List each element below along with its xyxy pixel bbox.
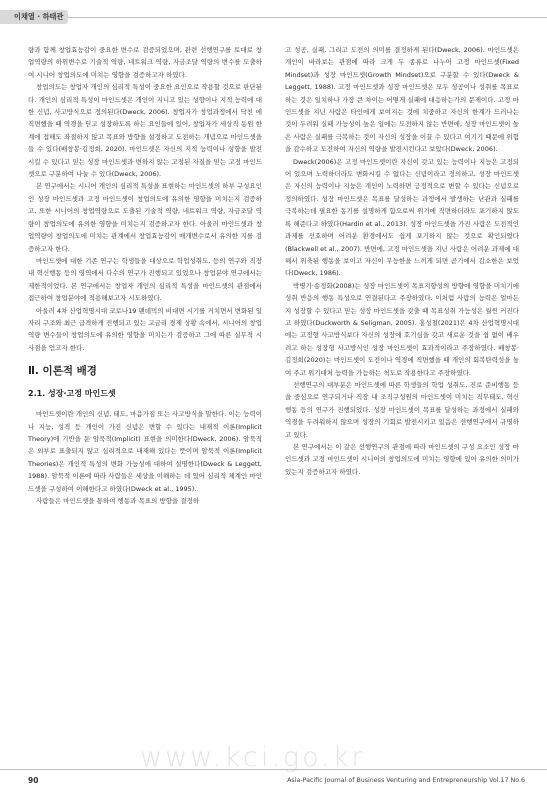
paragraph: 박병기·송정화(2008)는 성장 마인드셋이 목표지향성의 방향에 영향을 미치기에 성취 반응의 행동 특성으로 연결된다고 주장하였다. 이처럼 사람의 능력은 얼마든지 성장할 수 있다고 믿는 성장 마인드셋을 갖출 때 목표성취 가능성은 월씬 커진다고 하였다(Duckworth & Seligman, 2005). 홍성철(2021)은 4차 산업혁명시대에는 고정형 사고방식보다 자신의 성장에 호기심을 갖고 새로운 것을 쉽 없이 배우려고 하는 성장형 사고방식인 성장 마인드셋이 효과적이라고 주장하였다. 배창봉·김정희(2020)는 마인드셋이 도전이나 역경에 직면했을 때 개인의 회복탄력성을 높여 주고 위기대처 능력을 가늠하는 척도로 작용한다고 주장하였다. xyxy=(285,281,519,377)
paragraph: 본 연구에서는 시니어 개인의 심리적 특성을 표현하는 마인드셋의 하부 구성요인인 성장 마인드셋과 고정 마인드셋이 창업의도에 유의한 영향을 미치는지 검증하고, 또한 시니어의 창업역량으로 도출된 기술적 역량, 네트워크 역량, 자금조달 역량이 창업의도에 유의한 영향을 미치는지 검증하고자 한다. 아울러 마인드셋과 창업역량이 창업의도에 미치는 관계에서 창업효능감이 매개변수로서 유의한 지를 검증하고자 한다. xyxy=(28,182,262,253)
paragraph: 사람들은 마인드셋을 통하여 행동과 목표의 방향을 결정하 xyxy=(36,497,200,505)
subsection-title: 2.1. 성장·고정 마인드셋 xyxy=(28,389,116,399)
right-column xyxy=(285,44,519,478)
author-names: 이채열 · 하태관 xyxy=(14,12,64,21)
paragraph: 량과 함께 창업효능감이 중요한 변수로 검증되었으며, 관련 선행연구를 토대로 창업역량의 하위변수로 기술적 역량, 네트워크 역량, 자금조달 역량의 변수를 도출하여 시니어 창업의도에 미치는 영향을 검증하고자 하였다. xyxy=(28,46,262,79)
paragraph: 본 연구에서는 이 같은 선행연구의 관점에 따라 마인드셋의 구성 요소인 성장 마인드셋과 고정 마인드셋이 시니어의 창업의도에 미치는 영향에 있어 유의한 의미가 있는지 검증하고자 하였다. xyxy=(285,443,519,476)
paragraph: 아울러 4차 산업혁명시대 코로나19 팬데믹의 비대면 시기를 거치면서 변화된 일자리 구조와 최근 급격하게 진행되고 있는 고금리 경제 상황 속에서, 시니어의 창업역량 변수들이 창업의도에 유의한 영향을 미치는가 검증하고 그에 따른 실무적 시사점을 얻고자 한다. xyxy=(28,306,262,352)
header-rule xyxy=(68,17,547,18)
paragraph: 마인드셋에 대한 기존 연구는 학생들을 대상으로 학업성취도, 등의 연구와 직장 내 혁신행동 등의 영역에서 다수의 연구가 진행되고 있었으나 창업분야 연구에서는 제한적이었다. 본 연구에서는 창업자 개인의 심리적 특성을 마인드셋의 관점에서 접근하여 창업분야에 적용해보고자 시도하였다. xyxy=(28,256,262,303)
paragraph: 선행연구의 대부분은 마인드셋에 따른 학생들의 학업 성취도, 진로 준비행동 등을 중심으로 연구되거나 직장 내 조직구성원의 마인드셋이 미치는 직무태도, 혁신행동 등의 연구가 진행되었다. 성장 마인드셋이 목표를 달성하는 과정에서 실패와 역경을 두려워하지 않으며 성장의 기회로 발전시키고 있음은 선행연구에서 규명하고 있다. xyxy=(285,380,519,439)
paragraph: Dweck(2006)은 고정 마인드셋이란 자신이 갖고 있는 능력이나 지능은 고정되어 있으며 노력하더라도 변화시킬 수 없다는 신념이라고 정의하고, 성장 마인드셋은 자신의 능력이나 지능은 개인이 노력하면 긍정적으로 변할 수 있다는 신념으로 정의하였다. 성장 마인드셋은 목표를 달성하는 과정에서 발생하는 난관과 실패를 극복하는데 필요한 동기를 설명하게 함으로써 위기에 직면하더라도 포기하지 않도록 해준다고 하였다(Hardin et al., 2013). 성장 마인드셋을 가진 사람은 도전적인 과제를 선호하며 어려운 환경에서도 쉽게 포기하지 않는 것으로 확인되었다(Blackwell et al., 2007). 반면에, 고정 마인드셋을 지닌 사람은 어려운 과제에 대해서 위축된 행동을 보이고 자신이 무능한을 느끼게 되면 곧기에서 감소한은 보었다(Dweck, 1986). xyxy=(285,157,519,278)
left-column xyxy=(28,44,262,507)
paragraph: 창업의도는 창업자 개인의 심리적 특성이 중요한 요인으로 작용할 것으로 판단된다. 개인의 심리적 특성이 마인드셋은 개인이 지니고 있는 성향이나 지적 능력에 대한 신념, 사고방식으로 정의된다(Dweck, 2006). 창업자가 창업과정에서 닥친 에 직면했을 때 역경을 딛고 성장하도록 하는 요인들에 있어, 창업자가 세상직 동원 한계에 접해도 좌절하지 않고 목표와 방향을 설정하고 도전하는 개념으로 마인드셋을 들 수 있다(배창봉·김정희, 2020). 마인드셋은 자신의 지적 능력이나 성향을 발전시킬 수 있다고 믿는 성장 마인드셋과 변하지 않는 고정된 자질을 믿는 고정 마인드셋으로 구분하여 나눌 수 있다(Dweck, 2006). xyxy=(28,83,262,179)
journal-title: Asia-Pacific Journal of Business Venturing and Entrepreneurship Vol.17 No.6 xyxy=(287,777,525,784)
footer-rule xyxy=(0,769,547,770)
paragraph: 마인드셋이란 개인의 신념, 태도, 마음가짐 또는 사고방식을 말한다. 이는 능력이나 지능, 성격 등 개인이 가진 신념은 변할 수 있다는 내재적 이론(Implicit Theory)에 기반을 둔 암묵적(Implicit) 표현을 의미한다(Dweck, 2006). 암묵적은 외부로 표출되지 않고 심리적으로 내재해 있다는 뜻이며 암묵적 이론(Implicit Theories)은 개인적 특성의 변화 가능성에 대하여 설명한다(Dweck & Leggett, 1988). 암묵적 이론에 따라 사람들은 세상을 이해하는 데 있어 심리적 체계인 마인드셋을 구성하여 이해한다고 하였다(Dweck et al., 1995). xyxy=(28,410,262,493)
paragraph: 고 성공, 실패, 그리고 도전의 의미를 결정하게 된다(Dweck, 2006). 마인드셋은 개인이 바라보는 관점에 따라 크게 두 종류로 나누어 고정 마인드셋(Fixed Mindset)과 성장 마인드셋(Growth Mindset)으로 구분할 수 있다(Dweck & Leggett, 1988). 고정 마인드셋과 성장 마인드셋은 모두 성공이나 성취를 목표로 하는 것은 일치하나 가장 큰 차이는 어떻게 실패에 대응하는가의 문제이다. 고정 마인드셋을 지닌 사람은 타인에게 보여지는 것에 치중하고 자신의 한계가 드러나는 것이 두려워 실패 가능성이 높은 일에는 도전하지 않는 반면에, 성장 마인드셋이 높은 사람은 실패를 극복하는 것이 자신의 성장을 이끌 수 있다고 여기기 때문에 위험을 감수하고 도전하여 자신의 역량을 발전시킨다고 보았다(Dweck, 2006). xyxy=(285,46,519,154)
running-header xyxy=(0,0,547,34)
section-title: Ⅱ. 이론적 배경 xyxy=(28,365,97,378)
watermark: www.kci.go.kr xyxy=(140,742,366,773)
page-number: 90 xyxy=(28,776,39,785)
